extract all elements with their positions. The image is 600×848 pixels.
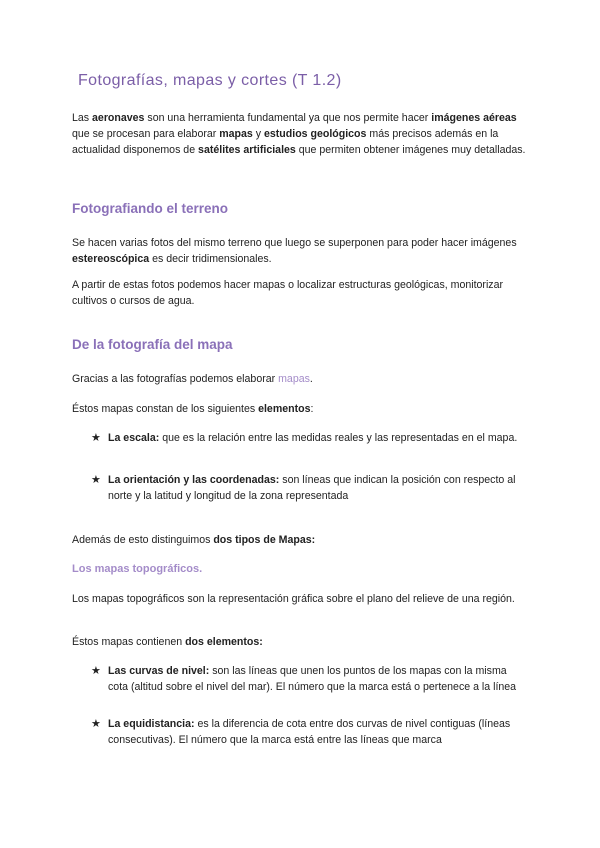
subheading-mapas-topograficos: Los mapas topográficos.	[72, 563, 203, 575]
list-item-text: es la diferencia de cota entre dos curvas de nivel contiguas (líneas consecutivas). El número que la marca está entre las líneas que marca	[108, 718, 511, 746]
intro-bold: satélites artificiales	[198, 144, 296, 156]
list-item-term: La orientación y las coordenadas:	[108, 474, 280, 486]
para-text: Se hacen varias fotos del mismo terreno que luego se superponen para poder hacer imágenes	[72, 237, 517, 249]
list-item	[91, 716, 528, 748]
section2-paragraph-2	[72, 401, 534, 417]
section3-paragraph-2	[72, 634, 534, 650]
section-heading-fotografia-mapa: De la fotografía del mapa	[72, 337, 233, 352]
intro-bold: estudios geológicos	[264, 128, 367, 140]
section3-paragraph-1: Los mapas topográficos son la representación gráfica sobre el plano del relieve de una región.	[72, 593, 515, 605]
list-item-text: son líneas que indican la posición con respecto al norte y la latitud y longitud de la zona representada	[108, 474, 516, 502]
list-item-text: son las líneas que unen los puntos de los mapas con la misma cota (altitud sobre el nivel del mar). El número que la marca está o pertenece a la línea	[108, 665, 517, 693]
intro-text: más precisos además en la actualidad disponemos de	[72, 128, 499, 156]
para-text: .	[309, 373, 313, 385]
intro-bold: mapas	[219, 128, 253, 140]
list-item-term: Las curvas de nivel:	[108, 665, 210, 677]
star-bullet-icon: ★	[91, 474, 101, 486]
section1-paragraph-1	[72, 235, 534, 267]
list-item-term: La equidistancia:	[108, 718, 195, 730]
intro-text: y	[252, 128, 264, 140]
mapas-link[interactable]: mapas	[278, 373, 310, 385]
para-text: Éstos mapas contienen	[72, 636, 186, 648]
para-text: es decir tridimensionales.	[149, 253, 272, 265]
star-bullet-icon: ★	[91, 718, 101, 730]
intro-paragraph	[72, 110, 534, 158]
section-heading-fotografiando: Fotografiando el terreno	[72, 201, 229, 216]
section2-paragraph-1	[72, 371, 534, 387]
section2-paragraph-3	[72, 532, 534, 548]
list-item-text: que es la relación entre las medidas reales y las representadas en el mapa.	[159, 432, 518, 444]
list-item-term: La escala:	[108, 432, 160, 444]
intro-text: que se procesan para elaborar	[72, 128, 220, 140]
para-text: Éstos mapas constan de los siguientes	[72, 403, 259, 415]
star-bullet-icon: ★	[91, 432, 101, 444]
intro-text: son una herramienta fundamental ya que nos permite hacer	[144, 112, 432, 124]
star-bullet-icon: ★	[91, 665, 101, 677]
intro-bold: imágenes aéreas	[431, 112, 517, 124]
list-item	[91, 472, 528, 504]
para-bold: elementos	[258, 403, 311, 415]
para-text: Además de esto distinguimos	[72, 534, 214, 546]
list-item	[91, 663, 528, 695]
para-bold: dos elementos:	[185, 636, 263, 648]
para-bold: dos tipos de Mapas:	[213, 534, 316, 546]
para-text: :	[310, 403, 314, 415]
intro-bold: aeronaves	[92, 112, 145, 124]
para-bold: estereoscópica	[72, 253, 150, 265]
intro-text: Las	[72, 112, 93, 124]
intro-text: que permiten obtener imágenes muy detalladas.	[295, 144, 526, 156]
list-item	[91, 430, 528, 446]
section1-paragraph-2: A partir de estas fotos podemos hacer mapas o localizar estructuras geológicas, monitorizar cultivos o cursos de agua.	[72, 279, 504, 307]
page-title: Fotografías, mapas y cortes (T 1.2)	[78, 72, 342, 89]
para-text: Gracias a las fotografías podemos elaborar	[72, 373, 279, 385]
